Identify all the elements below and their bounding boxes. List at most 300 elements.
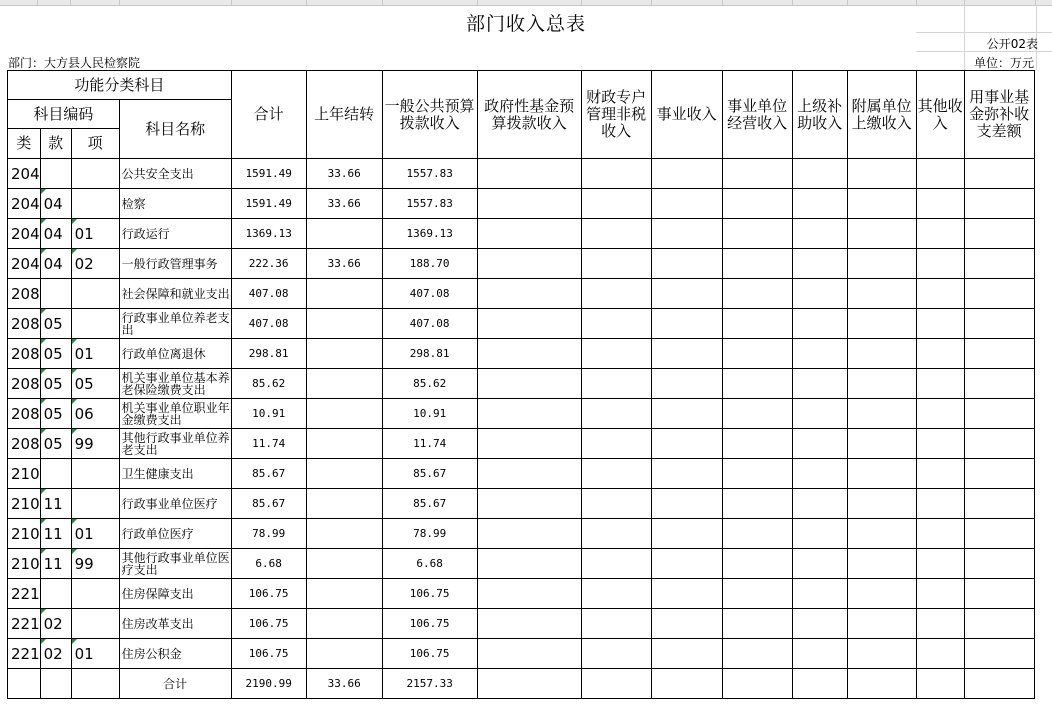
cell-marker-icon	[72, 369, 77, 374]
empty-cell[interactable]	[477, 549, 581, 579]
empty-cell[interactable]	[964, 549, 1034, 579]
carryover-cell[interactable]	[306, 339, 382, 369]
empty-cell[interactable]	[477, 339, 581, 369]
empty-cell[interactable]	[964, 159, 1034, 189]
empty-cell[interactable]	[847, 339, 916, 369]
total-cell[interactable]	[231, 429, 306, 459]
kuan-cell-text: 05	[43, 344, 63, 363]
xiang-cell[interactable]	[71, 459, 119, 489]
empty-cell[interactable]	[847, 639, 916, 669]
empty-cell[interactable]	[847, 429, 916, 459]
subject-name-cell[interactable]	[119, 609, 231, 639]
table-row	[8, 639, 1035, 669]
empty-cell[interactable]	[916, 279, 964, 309]
empty-cell[interactable]	[722, 429, 792, 459]
empty-cell[interactable]	[722, 339, 792, 369]
empty-cell[interactable]	[964, 369, 1034, 399]
empty-cell[interactable]	[651, 669, 722, 699]
cell-marker-icon	[41, 189, 46, 194]
business-operation-header: 事业单位经营收入	[722, 71, 792, 159]
kuan-header: 款	[40, 129, 71, 159]
empty-cell[interactable]	[916, 429, 964, 459]
empty-cell[interactable]	[792, 579, 847, 609]
empty-cell[interactable]	[477, 219, 581, 249]
empty-cell[interactable]	[792, 339, 847, 369]
carryover-cell[interactable]	[306, 309, 382, 339]
empty-cell[interactable]	[916, 249, 964, 279]
xiang-cell[interactable]	[71, 369, 119, 399]
carryover-cell[interactable]	[306, 459, 382, 489]
empty-cell[interactable]	[792, 549, 847, 579]
kuan-cell[interactable]	[40, 579, 71, 609]
total-cell[interactable]	[231, 189, 306, 219]
empty-cell[interactable]	[964, 429, 1034, 459]
lei-cell-text: 208	[11, 374, 40, 393]
subject-name-cell[interactable]	[119, 429, 231, 459]
total-cell-text: 106.75	[248, 617, 289, 630]
empty-cell[interactable]	[651, 249, 722, 279]
empty-cell[interactable]	[847, 189, 916, 219]
total-cell[interactable]	[231, 249, 306, 279]
kuan-cell[interactable]	[40, 459, 71, 489]
subject-name-cell[interactable]	[119, 309, 231, 339]
empty-cell[interactable]	[847, 489, 916, 519]
empty-cell[interactable]	[722, 519, 792, 549]
empty-cell[interactable]	[651, 309, 722, 339]
xiang-cell[interactable]	[71, 639, 119, 669]
empty-cell[interactable]	[847, 549, 916, 579]
empty-cell[interactable]	[40, 669, 71, 699]
carryover-cell[interactable]	[306, 639, 382, 669]
empty-cell[interactable]	[792, 159, 847, 189]
total-cell[interactable]	[231, 459, 306, 489]
empty-cell[interactable]	[722, 639, 792, 669]
xiang-cell[interactable]	[71, 549, 119, 579]
empty-cell[interactable]	[581, 639, 651, 669]
empty-cell[interactable]	[792, 309, 847, 339]
general-budget-cell[interactable]	[382, 489, 477, 519]
empty-cell[interactable]	[722, 219, 792, 249]
subject-name-cell[interactable]	[119, 579, 231, 609]
empty-cell[interactable]	[71, 669, 119, 699]
empty-cell[interactable]	[581, 609, 651, 639]
general-budget-cell[interactable]	[382, 339, 477, 369]
empty-cell[interactable]	[792, 429, 847, 459]
kuan-cell[interactable]	[40, 249, 71, 279]
empty-cell[interactable]	[477, 279, 581, 309]
empty-cell[interactable]	[792, 609, 847, 639]
empty-cell[interactable]	[651, 219, 722, 249]
empty-cell[interactable]	[792, 639, 847, 669]
empty-cell[interactable]	[477, 669, 581, 699]
empty-cell[interactable]	[581, 309, 651, 339]
subject-name-cell[interactable]	[119, 639, 231, 669]
empty-cell[interactable]	[916, 369, 964, 399]
empty-cell[interactable]	[651, 369, 722, 399]
empty-cell[interactable]	[8, 669, 41, 699]
carryover-cell[interactable]	[306, 489, 382, 519]
general-budget-cell-text: 85.67	[413, 467, 447, 480]
empty-cell[interactable]	[964, 669, 1034, 699]
empty-cell[interactable]	[581, 519, 651, 549]
xiang-cell[interactable]	[71, 579, 119, 609]
general-budget-cell[interactable]	[382, 579, 477, 609]
general-budget-cell[interactable]	[382, 219, 477, 249]
subject-name-cell[interactable]	[119, 189, 231, 219]
empty-cell[interactable]	[916, 339, 964, 369]
empty-cell[interactable]	[722, 489, 792, 519]
empty-cell[interactable]	[651, 579, 722, 609]
empty-cell[interactable]	[581, 489, 651, 519]
general-budget-cell[interactable]	[382, 309, 477, 339]
lei-cell[interactable]	[8, 309, 41, 339]
general-budget-cell[interactable]	[382, 639, 477, 669]
empty-cell[interactable]	[581, 339, 651, 369]
empty-cell[interactable]	[477, 489, 581, 519]
empty-cell[interactable]	[847, 369, 916, 399]
empty-cell[interactable]	[847, 159, 916, 189]
total-cell[interactable]	[231, 279, 306, 309]
empty-cell[interactable]	[477, 579, 581, 609]
empty-cell[interactable]	[964, 579, 1034, 609]
empty-cell[interactable]	[916, 669, 964, 699]
empty-cell[interactable]	[916, 519, 964, 549]
empty-cell[interactable]	[477, 249, 581, 279]
empty-cell[interactable]	[477, 309, 581, 339]
empty-cell[interactable]	[651, 399, 722, 429]
general-budget-cell[interactable]	[382, 549, 477, 579]
total-cell[interactable]	[231, 309, 306, 339]
total-cell[interactable]	[231, 639, 306, 669]
empty-cell[interactable]	[792, 219, 847, 249]
empty-cell[interactable]	[964, 639, 1034, 669]
empty-cell[interactable]	[722, 249, 792, 279]
empty-cell[interactable]	[581, 549, 651, 579]
empty-cell[interactable]	[722, 549, 792, 579]
xiang-cell[interactable]	[71, 399, 119, 429]
carryover-header: 上年结转	[306, 71, 382, 159]
empty-cell[interactable]	[964, 459, 1034, 489]
general-budget-cell[interactable]	[382, 459, 477, 489]
subject-name-cell[interactable]	[119, 399, 231, 429]
empty-cell[interactable]	[916, 609, 964, 639]
lei-cell[interactable]	[8, 279, 41, 309]
total-cell[interactable]	[231, 159, 306, 189]
table-row	[8, 519, 1035, 549]
empty-cell[interactable]	[792, 519, 847, 549]
kuan-cell[interactable]	[40, 219, 71, 249]
subject-name-cell[interactable]	[119, 159, 231, 189]
empty-cell[interactable]	[916, 159, 964, 189]
total-cell[interactable]	[231, 579, 306, 609]
total-cell[interactable]	[231, 399, 306, 429]
empty-cell[interactable]	[477, 519, 581, 549]
empty-cell[interactable]	[916, 489, 964, 519]
total-cell[interactable]	[231, 489, 306, 519]
empty-cell[interactable]	[847, 249, 916, 279]
general-budget-cell[interactable]	[382, 399, 477, 429]
general-budget-cell[interactable]	[382, 189, 477, 219]
cell-marker-icon	[72, 429, 77, 434]
lei-cell[interactable]	[8, 189, 41, 219]
empty-cell[interactable]	[581, 369, 651, 399]
carryover-cell[interactable]	[306, 399, 382, 429]
lei-cell[interactable]	[8, 249, 41, 279]
empty-cell[interactable]	[722, 609, 792, 639]
xiang-cell[interactable]	[71, 609, 119, 639]
carryover-cell[interactable]	[306, 219, 382, 249]
table-row	[8, 189, 1035, 219]
total-cell[interactable]	[231, 519, 306, 549]
carryover-cell[interactable]	[306, 189, 382, 219]
sum-carryover-cell[interactable]	[306, 669, 382, 699]
empty-cell[interactable]	[722, 159, 792, 189]
lei-cell[interactable]	[8, 609, 41, 639]
xiang-cell[interactable]	[71, 219, 119, 249]
empty-cell[interactable]	[477, 369, 581, 399]
empty-cell[interactable]	[964, 399, 1034, 429]
empty-cell[interactable]	[581, 459, 651, 489]
kuan-cell-text: 04	[43, 254, 63, 273]
empty-cell[interactable]	[792, 249, 847, 279]
empty-cell[interactable]	[964, 309, 1034, 339]
xiang-cell[interactable]	[71, 189, 119, 219]
empty-cell[interactable]	[916, 549, 964, 579]
kuan-cell[interactable]	[40, 489, 71, 519]
empty-cell[interactable]	[477, 459, 581, 489]
empty-cell[interactable]	[581, 429, 651, 459]
subject-name-cell[interactable]	[119, 459, 231, 489]
empty-cell[interactable]	[847, 519, 916, 549]
empty-cell[interactable]	[651, 279, 722, 309]
kuan-cell-text: 11	[43, 524, 63, 543]
subject-name-cell[interactable]	[119, 219, 231, 249]
kuan-cell[interactable]	[40, 189, 71, 219]
empty-cell[interactable]	[964, 609, 1034, 639]
empty-cell[interactable]	[581, 669, 651, 699]
subject-name-cell-text: 其他行政事业单位养老支出	[121, 430, 230, 457]
empty-cell[interactable]	[964, 219, 1034, 249]
xiang-cell[interactable]	[71, 519, 119, 549]
empty-cell[interactable]	[651, 459, 722, 489]
lei-cell[interactable]	[8, 579, 41, 609]
carryover-cell[interactable]	[306, 159, 382, 189]
total-cell[interactable]	[231, 339, 306, 369]
general-budget-cell[interactable]	[382, 429, 477, 459]
carryover-cell[interactable]	[306, 369, 382, 399]
empty-cell[interactable]	[477, 609, 581, 639]
general-budget-cell[interactable]	[382, 159, 477, 189]
empty-cell[interactable]	[847, 609, 916, 639]
lei-cell[interactable]	[8, 369, 41, 399]
xiang-cell[interactable]	[71, 309, 119, 339]
kuan-cell[interactable]	[40, 339, 71, 369]
subject-name-cell[interactable]	[119, 519, 231, 549]
xiang-cell[interactable]	[71, 489, 119, 519]
general-budget-cell[interactable]	[382, 249, 477, 279]
empty-cell[interactable]	[847, 309, 916, 339]
empty-cell[interactable]	[651, 189, 722, 219]
kuan-cell[interactable]	[40, 159, 71, 189]
subject-name-cell[interactable]	[119, 549, 231, 579]
empty-cell[interactable]	[651, 639, 722, 669]
lei-cell[interactable]	[8, 489, 41, 519]
empty-cell[interactable]	[916, 639, 964, 669]
table-row	[8, 369, 1035, 399]
empty-cell[interactable]	[847, 579, 916, 609]
cell-marker-icon	[72, 549, 77, 554]
empty-cell[interactable]	[651, 339, 722, 369]
empty-cell[interactable]	[964, 339, 1034, 369]
subject-name-cell[interactable]	[119, 279, 231, 309]
empty-cell[interactable]	[581, 219, 651, 249]
empty-cell[interactable]	[916, 579, 964, 609]
empty-cell[interactable]	[964, 489, 1034, 519]
empty-cell[interactable]	[722, 459, 792, 489]
kuan-cell[interactable]	[40, 609, 71, 639]
empty-cell[interactable]	[964, 189, 1034, 219]
empty-cell[interactable]	[792, 669, 847, 699]
empty-cell[interactable]	[651, 489, 722, 519]
carryover-cell[interactable]	[306, 279, 382, 309]
kuan-cell[interactable]	[40, 549, 71, 579]
lei-cell[interactable]	[8, 549, 41, 579]
cell-marker-icon	[41, 339, 46, 344]
other-income-header: 其他收入	[916, 71, 964, 159]
carryover-cell[interactable]	[306, 519, 382, 549]
subject-name-cell-text: 机关事业单位职业年金缴费支出	[121, 400, 230, 427]
lei-cell[interactable]	[8, 159, 41, 189]
general-budget-cell-text: 407.08	[409, 287, 450, 300]
carryover-cell[interactable]	[306, 609, 382, 639]
empty-cell[interactable]	[916, 459, 964, 489]
empty-cell[interactable]	[964, 279, 1034, 309]
sum-label-cell[interactable]	[119, 669, 231, 699]
empty-cell[interactable]	[792, 399, 847, 429]
empty-cell[interactable]	[581, 189, 651, 219]
empty-cell[interactable]	[916, 189, 964, 219]
lei-cell[interactable]	[8, 639, 41, 669]
empty-cell[interactable]	[651, 159, 722, 189]
lei-cell[interactable]	[8, 219, 41, 249]
lei-cell[interactable]	[8, 429, 41, 459]
xiang-cell[interactable]	[71, 249, 119, 279]
empty-cell[interactable]	[477, 189, 581, 219]
empty-cell[interactable]	[651, 549, 722, 579]
general-budget-cell[interactable]	[382, 519, 477, 549]
lei-cell[interactable]	[8, 399, 41, 429]
lei-cell[interactable]	[8, 519, 41, 549]
total-cell[interactable]	[231, 549, 306, 579]
subject-name-cell[interactable]	[119, 369, 231, 399]
cell-marker-icon	[41, 399, 46, 404]
empty-cell[interactable]	[581, 279, 651, 309]
empty-cell[interactable]	[964, 249, 1034, 279]
empty-cell[interactable]	[916, 219, 964, 249]
carryover-cell[interactable]	[306, 429, 382, 459]
lei-cell[interactable]	[8, 459, 41, 489]
empty-cell[interactable]	[651, 609, 722, 639]
kuan-cell[interactable]	[40, 639, 71, 669]
sum-general-budget-cell[interactable]	[382, 669, 477, 699]
xiang-cell[interactable]	[71, 159, 119, 189]
empty-cell[interactable]	[722, 669, 792, 699]
empty-cell[interactable]	[651, 519, 722, 549]
total-cell[interactable]	[231, 219, 306, 249]
total-cell[interactable]	[231, 369, 306, 399]
empty-cell[interactable]	[847, 669, 916, 699]
income-summary-table	[7, 70, 1035, 699]
xiang-cell-text: 02	[74, 254, 94, 273]
empty-cell[interactable]	[916, 309, 964, 339]
sum-label-cell-text: 合计	[163, 677, 188, 691]
total-cell[interactable]	[231, 609, 306, 639]
general-budget-cell[interactable]	[382, 369, 477, 399]
empty-cell[interactable]	[477, 399, 581, 429]
empty-cell[interactable]	[792, 489, 847, 519]
empty-cell[interactable]	[847, 459, 916, 489]
empty-cell[interactable]	[581, 579, 651, 609]
empty-cell[interactable]	[722, 399, 792, 429]
empty-cell[interactable]	[847, 219, 916, 249]
empty-cell[interactable]	[722, 309, 792, 339]
carryover-cell[interactable]	[306, 579, 382, 609]
empty-cell[interactable]	[847, 399, 916, 429]
total-header: 合计	[231, 71, 306, 159]
empty-cell[interactable]	[964, 519, 1034, 549]
subject-name-cell[interactable]	[119, 489, 231, 519]
subject-name-cell[interactable]	[119, 339, 231, 369]
carryover-cell[interactable]	[306, 249, 382, 279]
sum-total-cell[interactable]	[231, 669, 306, 699]
xiang-cell[interactable]	[71, 279, 119, 309]
empty-cell[interactable]	[722, 369, 792, 399]
kuan-cell[interactable]	[40, 429, 71, 459]
kuan-cell[interactable]	[40, 369, 71, 399]
empty-cell[interactable]	[581, 159, 651, 189]
empty-cell[interactable]	[792, 369, 847, 399]
kuan-cell[interactable]	[40, 279, 71, 309]
empty-cell[interactable]	[581, 399, 651, 429]
empty-cell[interactable]	[916, 399, 964, 429]
lei-cell[interactable]	[8, 339, 41, 369]
carryover-cell[interactable]	[306, 549, 382, 579]
subject-name-cell[interactable]	[119, 249, 231, 279]
empty-cell[interactable]	[477, 639, 581, 669]
general-budget-cell[interactable]	[382, 279, 477, 309]
empty-cell[interactable]	[651, 429, 722, 459]
empty-cell[interactable]	[792, 459, 847, 489]
empty-cell[interactable]	[847, 279, 916, 309]
lei-header: 类	[8, 129, 41, 159]
xiang-cell[interactable]	[71, 339, 119, 369]
empty-cell[interactable]	[722, 579, 792, 609]
empty-cell[interactable]	[722, 189, 792, 219]
empty-cell[interactable]	[581, 249, 651, 279]
empty-cell[interactable]	[477, 429, 581, 459]
general-budget-cell-text: 11.74	[413, 437, 447, 450]
xiang-cell[interactable]	[71, 429, 119, 459]
kuan-cell[interactable]	[40, 309, 71, 339]
empty-cell[interactable]	[792, 189, 847, 219]
kuan-cell[interactable]	[40, 519, 71, 549]
empty-cell[interactable]	[477, 159, 581, 189]
empty-cell[interactable]	[792, 279, 847, 309]
empty-cell[interactable]	[722, 279, 792, 309]
kuan-cell[interactable]	[40, 399, 71, 429]
general-budget-cell[interactable]	[382, 609, 477, 639]
lei-cell-text: 210	[11, 554, 40, 573]
